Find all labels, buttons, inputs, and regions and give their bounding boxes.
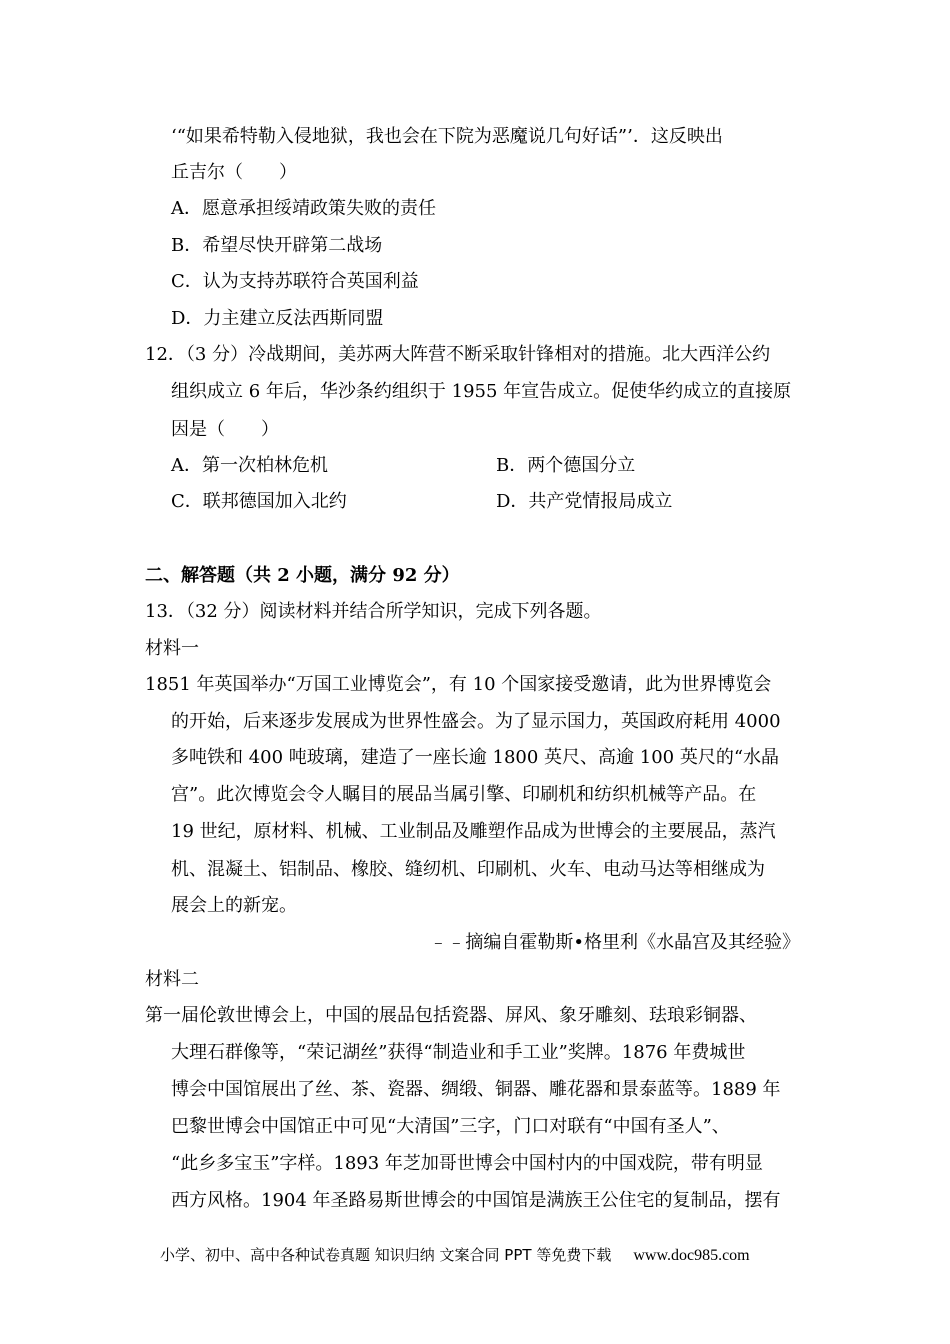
q11-stem-line-1: ‘“如果希特勒入侵地狱，我也会在下院为恶魔说几句好话”’．这反映出 [171, 126, 723, 147]
material-1-source: ﹣﹣摘编自霍勒斯•格里利《水晶宫及其经验》 [429, 932, 800, 953]
q12-stem-line-2: 组织成立 6 年后，华沙条约组织于 1955 年宣告成立。促使华约成立的直接原 [171, 381, 792, 402]
q11-option-d: D．力主建立反法西斯同盟 [171, 308, 384, 329]
q11-stem-line-2: 丘吉尔（ ） [171, 162, 297, 183]
material-1-line: 宫”。此次博览会令人瞩目的展品当属引擎、印刷机和纺织机械等产品。在 [171, 784, 757, 805]
material-1-line: 1851 年英国举办“万国工业博览会”，有 10 个国家接受邀请，此为世界博览会 [145, 674, 772, 695]
material-2-line: “此乡多宝玉”字样。1893 年芝加哥世博会中国村内的中国戏院，带有明显 [171, 1153, 763, 1174]
footer-website-link[interactable]: www.doc985.com [633, 1247, 750, 1264]
material-1-line: 机、混凝土、铝制品、橡胶、缝纫机、印刷机、火车、电动马达等相继成为 [171, 859, 765, 880]
material-2-line: 大理石群像等，“荣记湖丝”获得“制造业和手工业”奖牌。1876 年费城世 [171, 1042, 746, 1063]
q12-option-c: C．联邦德国加入北约 [171, 491, 347, 512]
q13-intro: 13．（32 分）阅读材料并结合所学知识，完成下列各题。 [145, 601, 602, 622]
material-1-line: 19 世纪，原材料、机械、工业制品及雕塑作品成为世博会的主要展品，蒸汽 [171, 821, 776, 842]
material-2-line: 巴黎世博会中国馆正中可见“大清国”三字，门口对联有“中国有圣人”、 [171, 1116, 730, 1137]
material-1-line: 的开始，后来逐步发展成为世界性盛会。为了显示国力，英国政府耗用 4000 [171, 711, 781, 732]
material-2-line: 西方风格。1904 年圣路易斯世博会的中国馆是满族王公住宅的复制品，摆有 [171, 1190, 781, 1211]
material-2-line: 博会中国馆展出了丝、茶、瓷器、绸缎、铜器、雕花器和景泰蓝等。1889 年 [171, 1079, 781, 1100]
material-2-line: 第一届伦敦世博会上，中国的展品包括瓷器、屏风、象牙雕刻、珐琅彩铜器、 [145, 1005, 757, 1026]
q11-option-b: B．希望尽快开辟第二战场 [171, 235, 383, 256]
q12-stem-line-3: 因是（ ） [171, 419, 279, 440]
q11-option-a: A．愿意承担绥靖政策失败的责任 [171, 198, 436, 219]
q11-option-c: C．认为支持苏联符合英国利益 [171, 271, 419, 292]
material-1-line: 多吨铁和 400 吨玻璃，建造了一座长逾 1800 英尺、高逾 100 英尺的“水晶 [171, 747, 780, 768]
q12-stem-line-1: 12．（3 分）冷战期间，美苏两大阵营不断采取针锋相对的措施。北大西洋公约 [145, 344, 771, 365]
page-footer [160, 1245, 750, 1266]
q12-option-d: D．共产党情报局成立 [496, 491, 673, 512]
material-1-label: 材料一 [145, 638, 199, 659]
footer-text: 小学、初中、高中各种试卷真题 知识归纳 文案合同 PPT 等免费下载 [160, 1246, 612, 1264]
q12-option-b: B．两个德国分立 [496, 455, 636, 476]
material-2-label: 材料二 [145, 969, 199, 990]
q12-option-a: A．第一次柏林危机 [171, 455, 328, 476]
section-heading: 二、解答题（共 2 小题，满分 92 分） [145, 565, 460, 586]
material-1-line: 展会上的新宠。 [171, 895, 297, 916]
